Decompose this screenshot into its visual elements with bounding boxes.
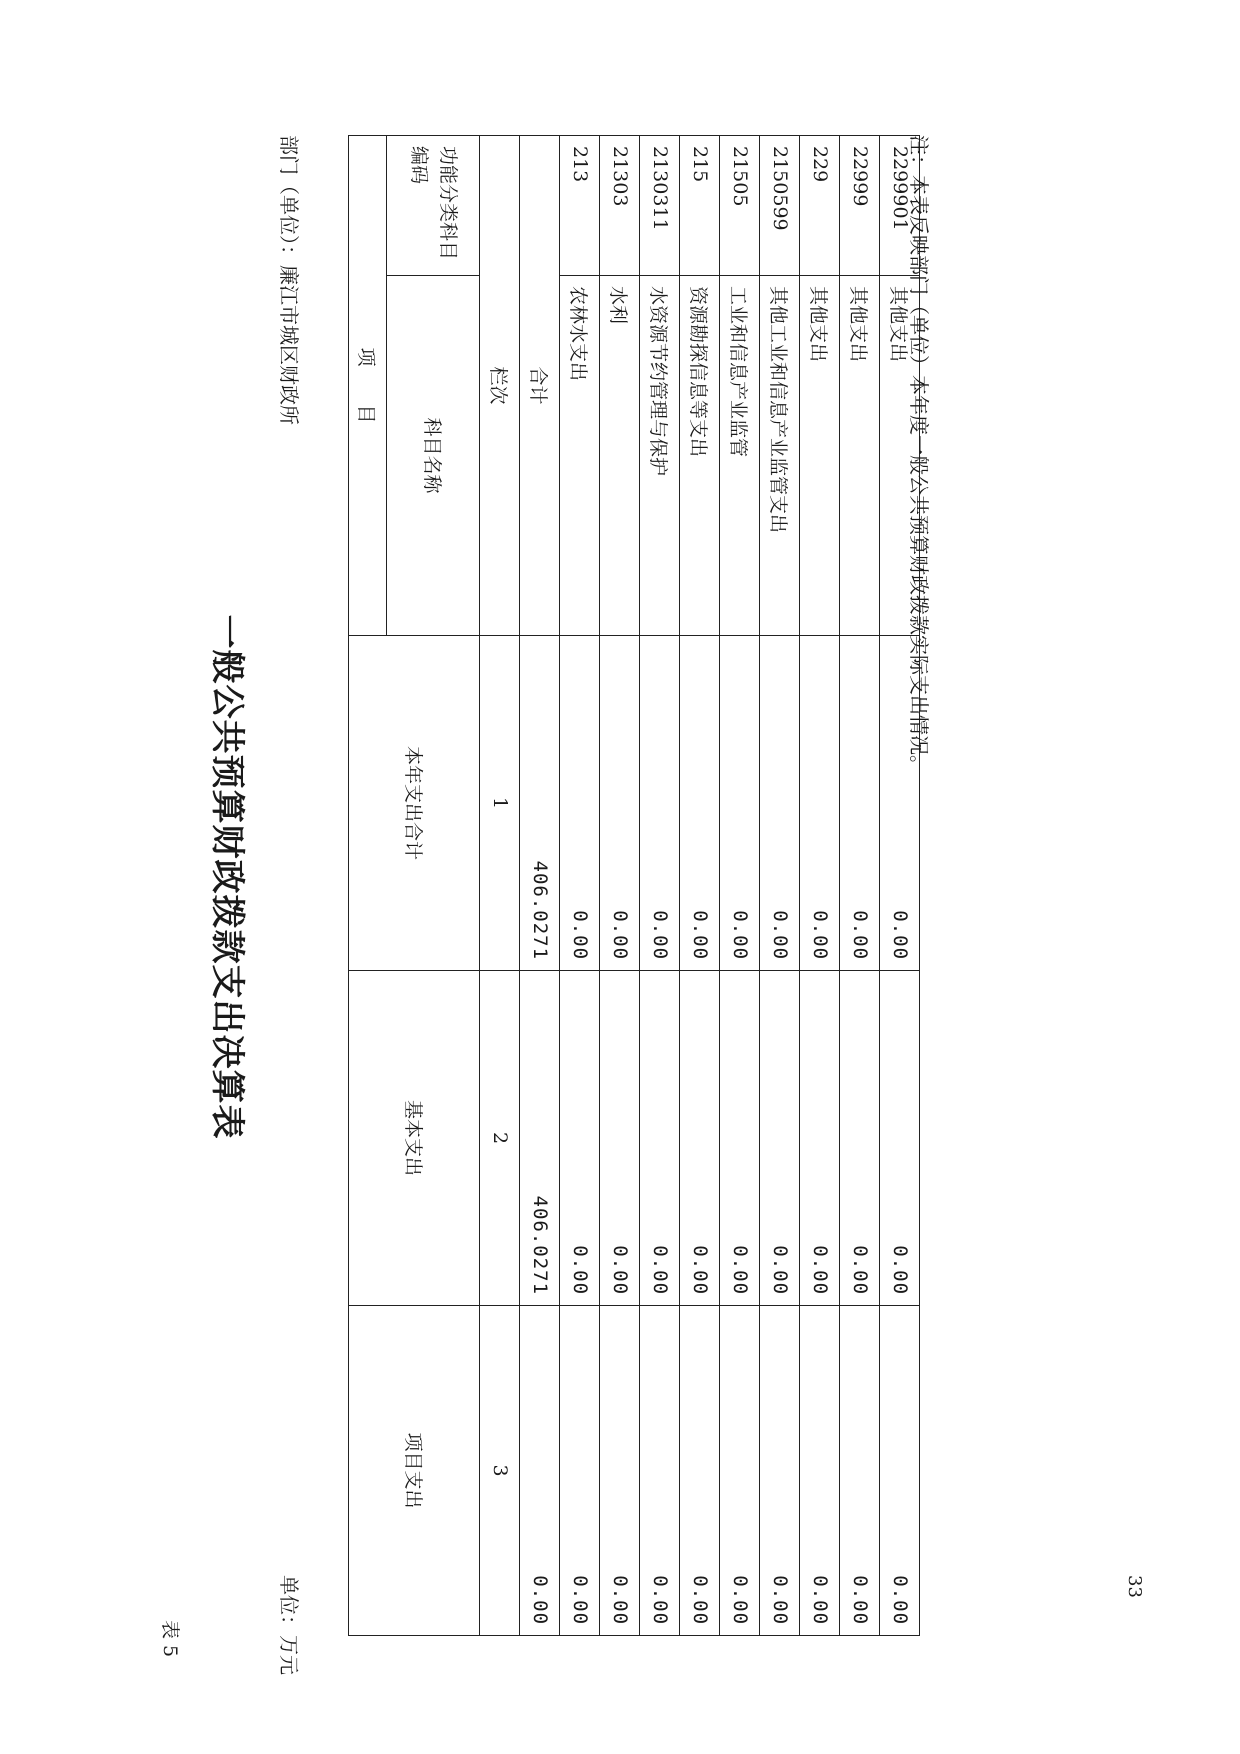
row-project-expense: 0.00 (560, 1306, 600, 1636)
row-code: 215 (680, 136, 720, 276)
row-code: 2299901 (880, 136, 920, 276)
table-row (720, 136, 760, 1636)
row-total: 0.00 (760, 636, 800, 971)
row-basic: 0.00 (880, 971, 920, 1306)
budget-table (348, 135, 920, 1636)
sum-basic: 406.0271 (520, 971, 560, 1306)
row-code: 229 (800, 136, 840, 276)
row-project-expense: 0.00 (880, 1306, 920, 1636)
row-total: 0.00 (640, 636, 680, 971)
row-code: 2130311 (640, 136, 680, 276)
header-total: 本年支出合计 (349, 636, 480, 971)
row-project-expense: 0.00 (760, 1306, 800, 1636)
unit-label: 单位：万元 (277, 1575, 301, 1675)
table-row (680, 136, 720, 1636)
table-row (600, 136, 640, 1636)
row-basic: 0.00 (640, 971, 680, 1306)
column-index-label: 栏次 (480, 136, 520, 636)
row-basic: 0.00 (760, 971, 800, 1306)
page-number: 33 (1124, 1575, 1145, 1598)
row-total: 0.00 (560, 636, 600, 971)
column-index-3: 3 (480, 1306, 520, 1636)
row-total: 0.00 (800, 636, 840, 971)
department-label: 部门（单位）： (277, 135, 301, 265)
table-row (560, 136, 600, 1636)
header-project: 项 目 (349, 136, 387, 636)
sum-label: 合计 (520, 136, 560, 636)
row-basic: 0.00 (800, 971, 840, 1306)
row-total: 0.00 (720, 636, 760, 971)
department-line (276, 135, 305, 425)
row-total: 0.00 (680, 636, 720, 971)
table-label: 表 5 (159, 1620, 181, 1658)
table-row (640, 136, 680, 1636)
column-index-row (480, 136, 520, 1636)
row-project-expense: 0.00 (720, 1306, 760, 1636)
row-total: 0.00 (600, 636, 640, 971)
row-code: 21505 (720, 136, 760, 276)
row-name: 水资源节约管理与保护 (640, 276, 680, 636)
footnote: 注：本表反映部门（单位）本年度一般公共预算财政拨款实际支出情况。 (907, 135, 931, 775)
row-project-expense: 0.00 (640, 1306, 680, 1636)
row-basic: 0.00 (560, 971, 600, 1306)
column-index-2: 2 (480, 971, 520, 1306)
row-code: 2150599 (760, 136, 800, 276)
row-code: 21303 (600, 136, 640, 276)
row-code: 22999 (840, 136, 880, 276)
department-name: 廉江市城区财政所 (277, 265, 301, 425)
header-name: 科目名称 (387, 276, 480, 636)
row-project-expense: 0.00 (680, 1306, 720, 1636)
row-project-expense: 0.00 (840, 1306, 880, 1636)
table-row (760, 136, 800, 1636)
sum-row (520, 136, 560, 1636)
header-code: 功能分类科目编码 (387, 136, 480, 276)
sum-total: 406.0271 (520, 636, 560, 971)
row-name: 农林水支出 (560, 276, 600, 636)
row-basic: 0.00 (840, 971, 880, 1306)
sum-project-expense: 0.00 (520, 1306, 560, 1636)
header-basic: 基本支出 (349, 971, 480, 1306)
row-project-expense: 0.00 (600, 1306, 640, 1636)
row-name: 水利 (600, 276, 640, 636)
table-row (840, 136, 880, 1636)
row-basic: 0.00 (600, 971, 640, 1306)
row-basic: 0.00 (720, 971, 760, 1306)
row-total: 0.00 (880, 636, 920, 971)
row-total: 0.00 (840, 636, 880, 971)
row-name: 其他支出 (800, 276, 840, 636)
page-title: 一般公共预算财政拨款支出决算表 (207, 614, 247, 1140)
row-name: 工业和信息产业监管 (720, 276, 760, 636)
header-row-project (349, 136, 387, 1636)
table-row (800, 136, 840, 1636)
row-basic: 0.00 (680, 971, 720, 1306)
row-name: 资源勘探信息等支出 (680, 276, 720, 636)
row-name: 其他工业和信息产业监管支出 (760, 276, 800, 636)
row-name: 其他支出 (880, 276, 920, 636)
row-project-expense: 0.00 (800, 1306, 840, 1636)
column-index-1: 1 (480, 636, 520, 971)
row-code: 213 (560, 136, 600, 276)
row-name: 其他支出 (840, 276, 880, 636)
header-project-expense: 项目支出 (349, 1306, 480, 1636)
